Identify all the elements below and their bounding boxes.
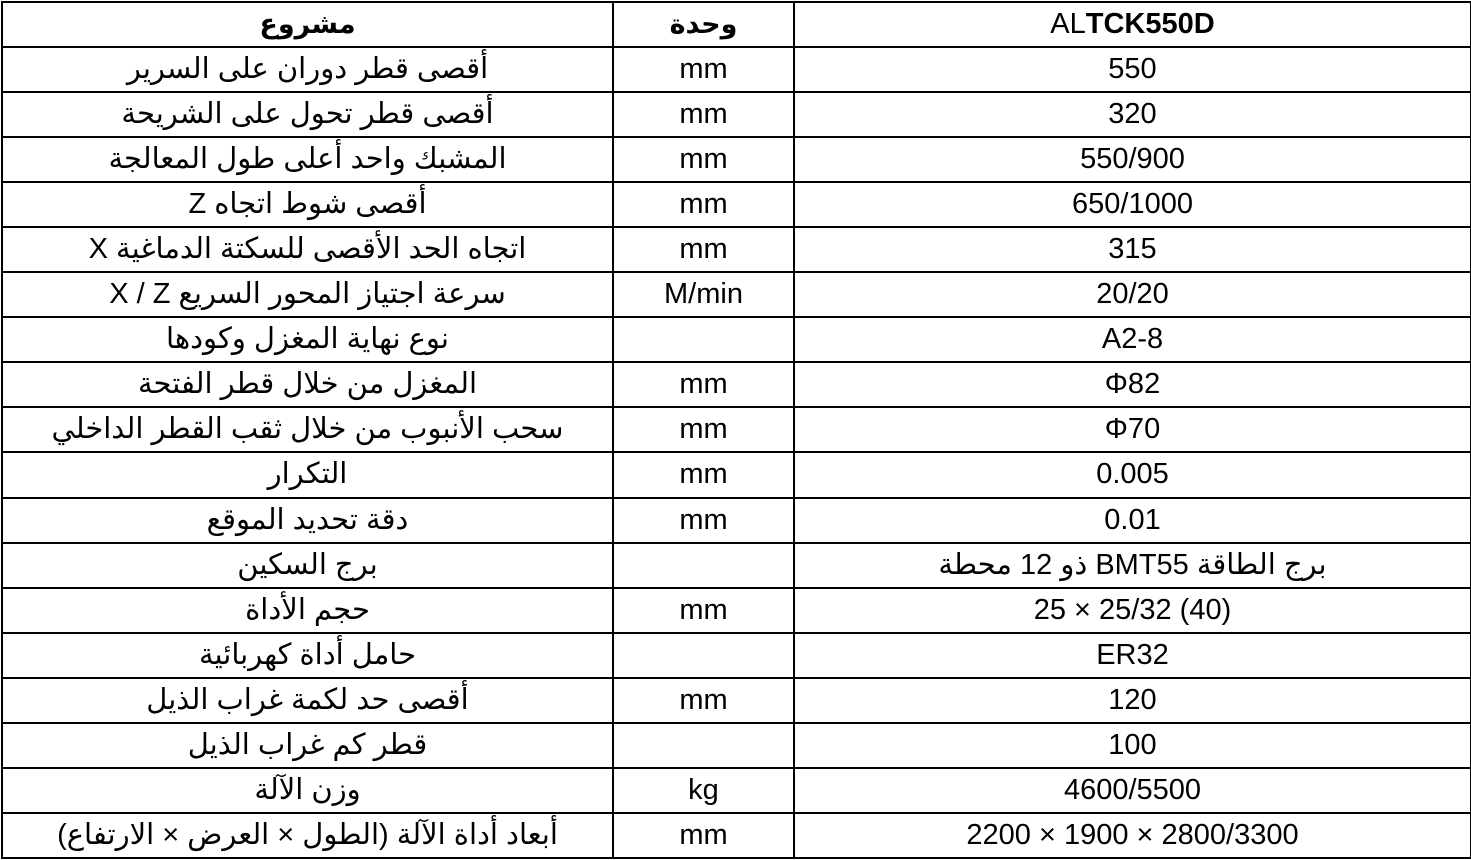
row-unit [613,723,794,768]
row-value: A2-8 [794,317,1471,362]
row-unit: kg [613,768,794,813]
row-unit: mm [613,588,794,633]
table-row [2,588,1471,633]
header-row [2,2,1471,47]
row-parameter: سرعة اجتياز المحور السريع X / Z [2,272,613,317]
row-parameter: نوع نهاية المغزل وكودها [2,317,613,362]
row-unit: mm [613,47,794,92]
row-unit: mm [613,452,794,497]
row-value: 650/1000 [794,182,1471,227]
row-unit: mm [613,362,794,407]
table-row [2,227,1471,272]
table-row [2,317,1471,362]
table-row [2,813,1471,858]
row-value: 2200 × 1900 × 2800/3300 [794,813,1471,858]
row-unit [613,633,794,678]
row-value: 25 × 25/32 (40) [794,588,1471,633]
row-unit: M/min [613,272,794,317]
row-unit: mm [613,182,794,227]
row-value: Φ82 [794,362,1471,407]
row-parameter: حامل أداة كهربائية [2,633,613,678]
row-parameter: المغزل من خلال قطر الفتحة [2,362,613,407]
row-unit: mm [613,407,794,452]
row-parameter: وزن الآلة [2,768,613,813]
row-value: 100 [794,723,1471,768]
table-row [2,633,1471,678]
row-value: 0.005 [794,452,1471,497]
row-parameter: أقصى قطر تحول على الشريحة [2,92,613,137]
row-unit: mm [613,813,794,858]
row-value: برج الطاقة BMT55 ذو 12 محطة [794,543,1471,588]
header-unit: وحدة [613,2,794,47]
row-unit [613,543,794,588]
row-parameter: اتجاه الحد الأقصى للسكتة الدماغية X [2,227,613,272]
model-name: TCK550D [1085,8,1215,41]
table-row [2,272,1471,317]
model-prefix: AL [1050,8,1086,41]
row-value: ER32 [794,633,1471,678]
row-value: 4600/5500 [794,768,1471,813]
row-value: 0.01 [794,498,1471,543]
row-parameter: المشبك واحد أعلى طول المعالجة [2,137,613,182]
row-value: 550/900 [794,137,1471,182]
table-row [2,678,1471,723]
row-parameter: أقصى شوط اتجاه Z [2,182,613,227]
table-row [2,137,1471,182]
table-row [2,768,1471,813]
table-row [2,182,1471,227]
row-parameter: سحب الأنبوب من خلال ثقب القطر الداخلي [2,407,613,452]
row-value: Φ70 [794,407,1471,452]
table-row [2,92,1471,137]
spec-table [1,1,1471,859]
row-parameter: التكرار [2,452,613,497]
table-row [2,407,1471,452]
row-unit: mm [613,678,794,723]
header-parameter: مشروع [2,2,613,47]
table-row [2,47,1471,92]
row-parameter: دقة تحديد الموقع [2,498,613,543]
row-parameter: حجم الأداة [2,588,613,633]
row-value: 550 [794,47,1471,92]
row-parameter: أقصى قطر دوران على السرير [2,47,613,92]
table-row [2,723,1471,768]
table-row [2,498,1471,543]
row-unit: mm [613,498,794,543]
header-model [794,2,1471,47]
table-row [2,543,1471,588]
row-parameter: برج السكين [2,543,613,588]
row-unit: mm [613,92,794,137]
row-value: 320 [794,92,1471,137]
row-unit: mm [613,227,794,272]
row-value: 120 [794,678,1471,723]
row-parameter: قطر كم غراب الذيل [2,723,613,768]
row-unit [613,317,794,362]
table-row [2,362,1471,407]
row-unit: mm [613,137,794,182]
row-value: 20/20 [794,272,1471,317]
row-parameter: أقصى حد لكمة غراب الذيل [2,678,613,723]
row-value: 315 [794,227,1471,272]
table-row [2,452,1471,497]
row-parameter: أبعاد أداة الآلة (الطول × العرض × الارتفاع) [2,813,613,858]
